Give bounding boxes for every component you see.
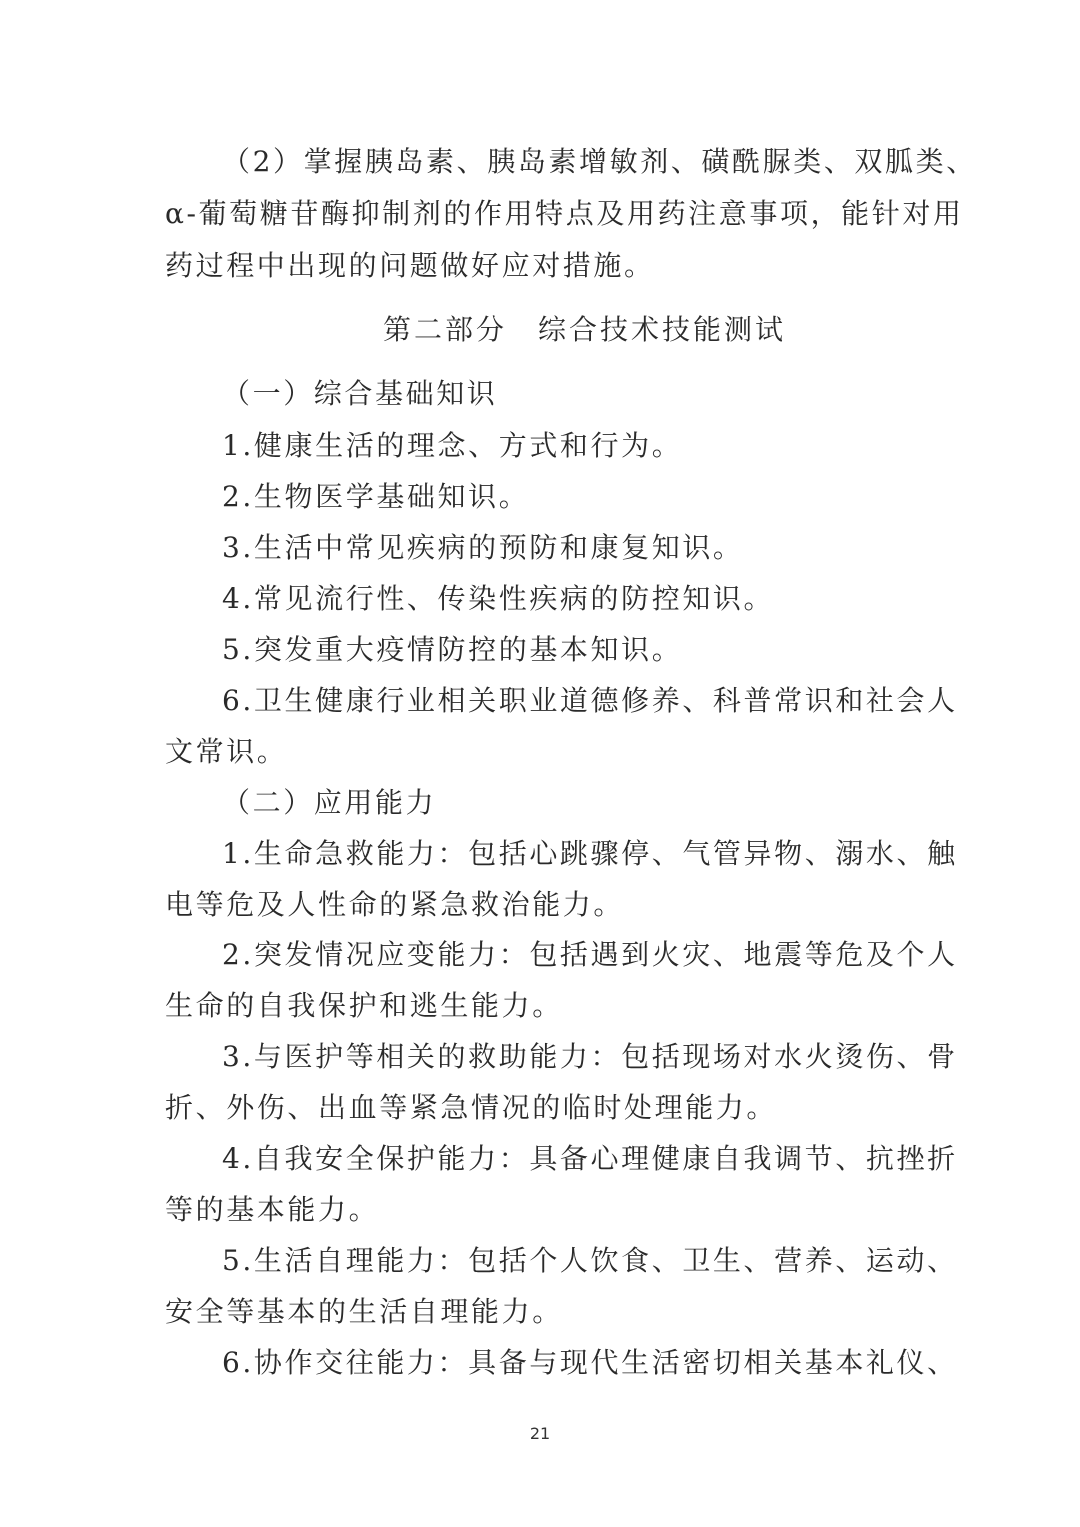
list-item-continuation: 文常识。 — [165, 735, 288, 768]
paragraph-2-line-1: （2）掌握胰岛素、胰岛素增敏剂、磺酰脲类、双胍类、 — [222, 145, 977, 178]
list-item-continuation: 等的基本能力。 — [165, 1193, 380, 1226]
list-item: 4.自我安全保护能力：具备心理健康自我调节、抗挫折 — [222, 1142, 958, 1175]
list-item: 3.与医护等相关的救助能力：包括现场对水火烫伤、骨 — [222, 1040, 958, 1073]
list-item: 1.健康生活的理念、方式和行为。 — [222, 429, 683, 462]
list-item: 6.卫生健康行业相关职业道德修养、科普常识和社会人 — [222, 684, 958, 717]
list-item: 1.生命急救能力：包括心跳骤停、气管异物、溺水、触 — [222, 837, 958, 870]
subheading-applied-ability: （二）应用能力 — [222, 786, 437, 819]
list-item: 6.协作交往能力：具备与现代生活密切相关基本礼仪、 — [222, 1346, 958, 1379]
list-item-continuation: 安全等基本的生活自理能力。 — [165, 1295, 563, 1328]
list-item: 2.突发情况应变能力：包括遇到火灾、地震等危及个人 — [222, 938, 958, 971]
paragraph-2-line-2: α-葡萄糖苷酶抑制剂的作用特点及用药注意事项，能针对用 — [165, 197, 964, 230]
list-item: 3.生活中常见疾病的预防和康复知识。 — [222, 531, 744, 564]
list-item: 5.生活自理能力：包括个人饮食、卫生、营养、运动、 — [222, 1244, 958, 1277]
list-item: 2.生物医学基础知识。 — [222, 480, 530, 513]
subheading-basic-knowledge: （一）综合基础知识 — [222, 377, 498, 410]
paragraph-2-line-3: 药过程中出现的问题做好应对措施。 — [165, 249, 655, 282]
list-item-continuation: 折、外伤、出血等紧急情况的临时处理能力。 — [165, 1091, 778, 1124]
section-heading: 第二部分 综合技术技能测试 — [383, 313, 787, 346]
list-item-continuation: 电等危及人性命的紧急救治能力。 — [165, 888, 625, 921]
list-item: 4.常见流行性、传染性疾病的防控知识。 — [222, 582, 775, 615]
list-item: 5.突发重大疫情防控的基本知识。 — [222, 633, 683, 666]
page-number: 21 — [529, 1424, 551, 1443]
list-item-continuation: 生命的自我保护和逃生能力。 — [165, 989, 563, 1022]
